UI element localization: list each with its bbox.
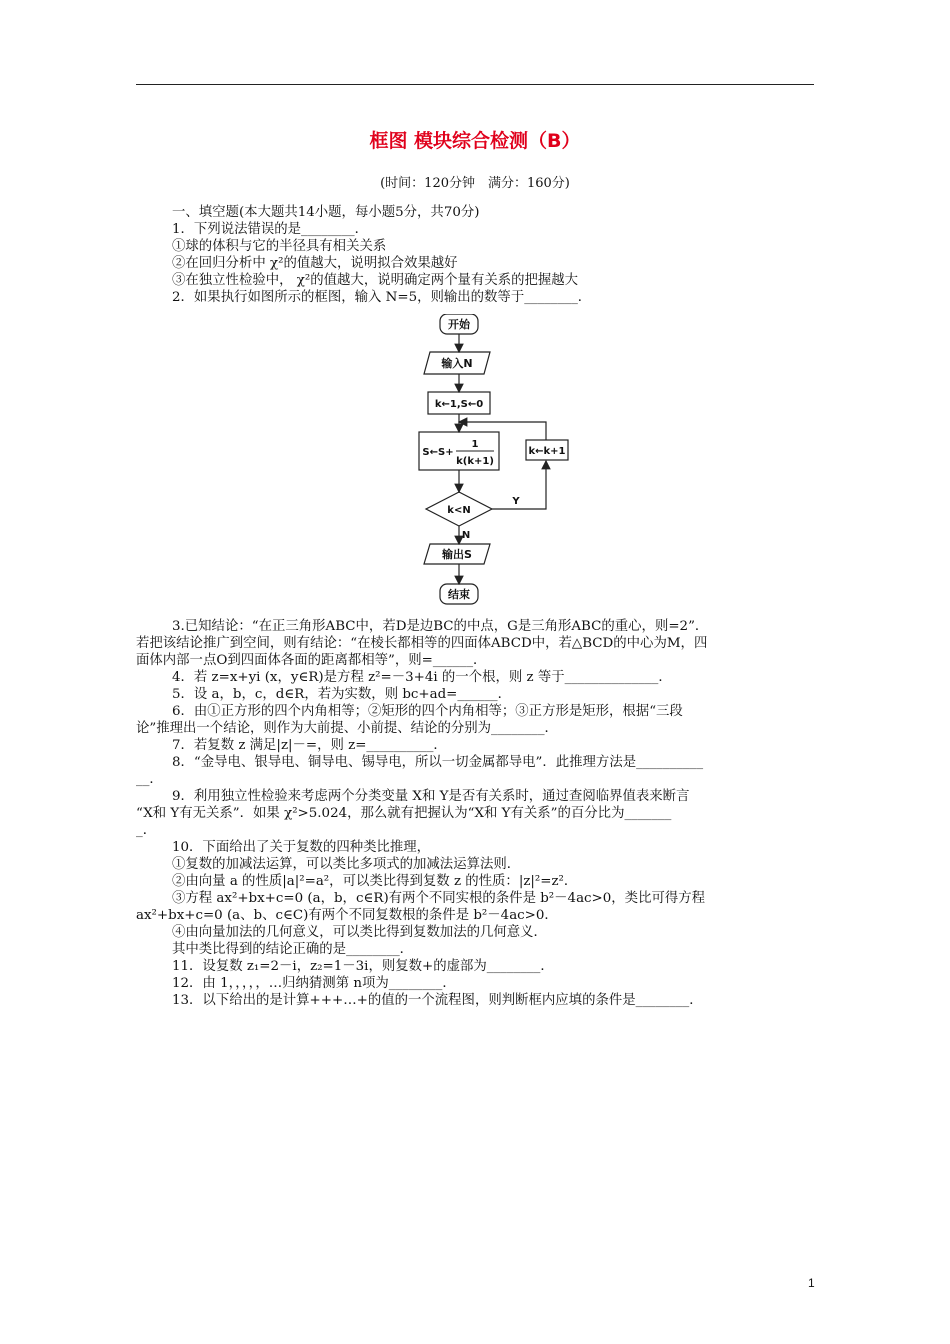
q10-option-4: ④由向量加法的几何意义，可以类比得到复数加法的几何意义． (172, 925, 547, 940)
page-title: 框图 模块综合检测（B） (369, 130, 581, 152)
question-6-line-1: 6．由①正方形的四个内角相等；②矩形的四个内角相等；③正方形是矩形，根据“三段 (172, 704, 683, 719)
question-12: 12．由 1，，，，，…归纳猜测第 n项为________． (172, 976, 456, 991)
page-number: 1 (808, 1276, 815, 1290)
q10-ending: 其中类比得到的结论正确的是________． (172, 942, 414, 957)
flowchart (400, 314, 590, 606)
end-label: 结束 (448, 588, 470, 601)
question-1: 1．下列说法错误的是________． (172, 222, 368, 237)
question-8-line-1: 8．“金导电、银导电、铜导电、锡导电，所以一切金属都导电”．此推理方法是__________ (172, 755, 704, 770)
calc-label: S←S+ (422, 447, 454, 458)
question-9-line-1: 9．利用独立性检验来考虑两个分类变量 X和 Y是否有关系时，通过查阅临界值表来断言 (172, 789, 690, 804)
q1-option-1: ①球的体积与它的半径具有相关关系 (172, 239, 387, 254)
calc-denominator: k(k+1) (456, 456, 494, 467)
question-9-line-2: “X和 Y有无关系”．如果 χ²>5.024，那么就有把握认为“X和 Y有关系”的百分比为_______ (136, 806, 672, 821)
no-label: N (461, 530, 471, 541)
condition-label: k<N (447, 505, 471, 516)
question-5: 5．设 a，b，c，d∈R，若为实数，则 bc+ad=______． (172, 687, 511, 702)
header-rule (136, 84, 814, 85)
q10-option-2: ②由向量 a 的性质|a|²=a²，可以类比得到复数 z 的性质：|z|²=z²． (172, 874, 578, 889)
q10-option-3-line-1: ③方程 ax²+bx+c=0 (a，b，c∈R)有两个不同实根的条件是 b²－4ac>0，类比可得方程 (172, 891, 706, 906)
question-10: 10．下面给出了关于复数的四种类比推理， (172, 840, 431, 855)
q10-option-3-line-2: ax²+bx+c=0 (a、b、c∈C)有两个不同复数根的条件是 b²－4ac>0． (136, 908, 558, 923)
section-header: 一、填空题(本大题共14小题，每小题5分，共70分) (172, 205, 480, 220)
q1-option-3: ③在独立性检验中， χ²的值越大，说明确定两个量有关系的把握越大 (172, 273, 579, 288)
question-6-line-2: 论”推理出一个结论，则作为大前提、小前提、结论的分别为________． (136, 721, 558, 736)
question-8-line-2: __． (136, 772, 163, 787)
question-3-line-1: 3.已知结论：“在正三角形ABC中，若D是边BC的中点，G是三角形ABC的重心，则=2”． (172, 619, 709, 634)
yes-label: Y (512, 496, 520, 507)
question-4: 4．若 z=x+yi (x，y∈R)是方程 z²=－3+4i 的一个根，则 z 等于______________． (172, 670, 672, 685)
question-2: 2．如果执行如图所示的框图，输入 N=5，则输出的数等于________． (172, 290, 592, 305)
question-7: 7．若复数 z 满足|z|－=，则 z=__________． (172, 738, 447, 753)
question-9-line-3: _． (136, 823, 157, 838)
exam-info: (时间：120分钟 满分：160分) (380, 176, 570, 191)
output-label: 输出S (442, 548, 472, 561)
calc-numerator: 1 (471, 439, 479, 450)
q1-option-2: ②在回归分析中 χ²的值越大，说明拟合效果越好 (172, 256, 458, 271)
input-label: 输入N (441, 357, 473, 370)
question-11: 11．设复数 z₁=2－i，z₂=1－3i，则复数+的虚部为________． (172, 959, 554, 974)
start-label: 开始 (448, 318, 470, 331)
question-3-line-3: 面体内部一点O到四面体各面的距离都相等”，则=______． (136, 653, 487, 668)
q10-option-1: ①复数的加减法运算，可以类比多项式的加减法运算法则． (172, 857, 521, 872)
question-3-line-2: 若把该结论推广到空间，则有结论：“在棱长都相等的四面体ABCD中，若△BCD的中心为M，四 (136, 636, 708, 651)
question-13: 13．以下给出的是计算+++…+的值的一个流程图，则判断框内应填的条件是________． (172, 993, 703, 1008)
increment-label: k←k+1 (528, 446, 566, 457)
init-label: k←1,S←0 (434, 399, 484, 410)
